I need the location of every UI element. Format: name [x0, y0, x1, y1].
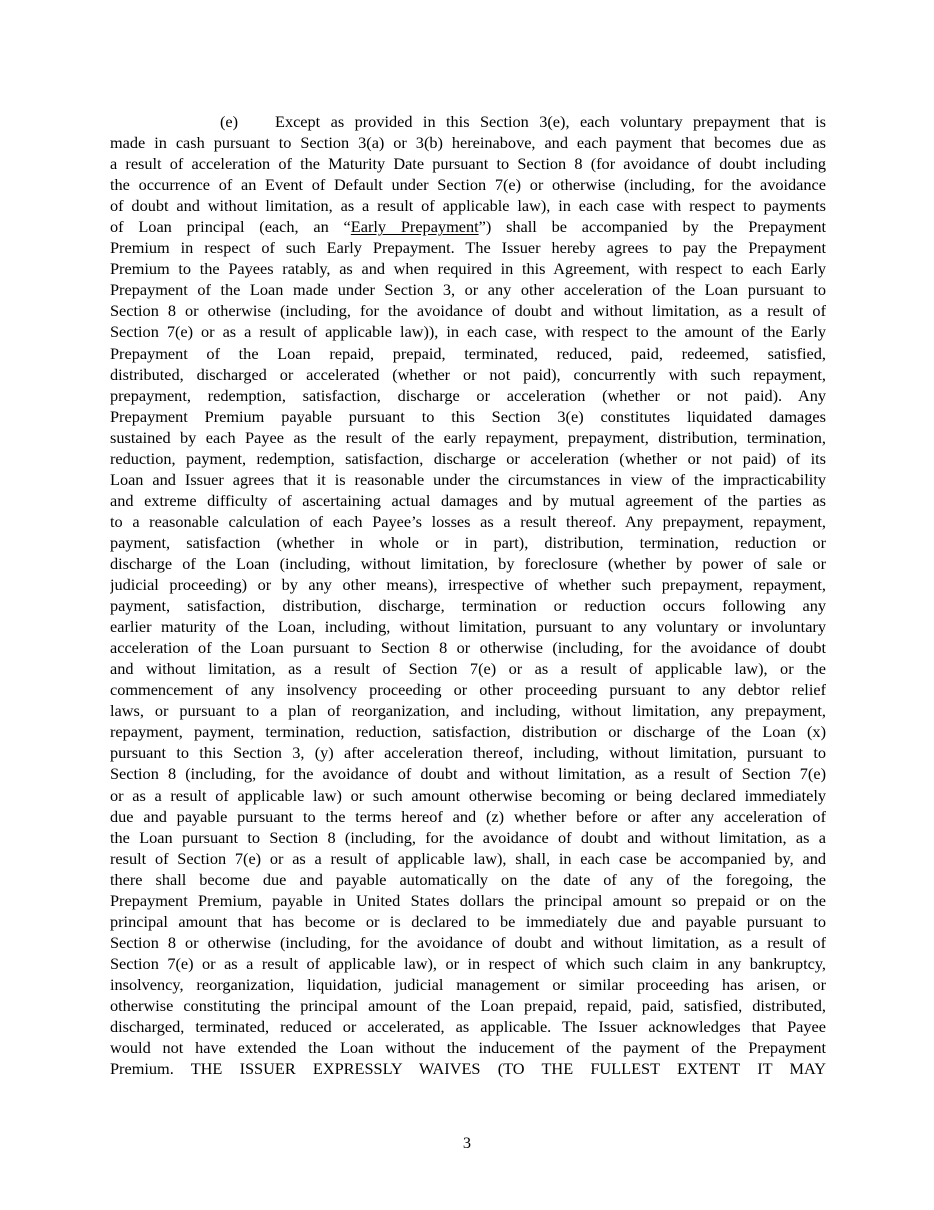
paragraph-line: Section 8 or otherwise (including, for the avoidance of doubt and without limitation, as a result of: [110, 932, 826, 952]
paragraph-line: commencement of any insolvency proceeding or other proceeding pursuant to any debtor relief: [110, 680, 826, 700]
paragraph-line: made in cash pursuant to Section 3(a) or 3(b) hereinabove, and each payment that becomes due as: [110, 133, 826, 153]
paragraph-line: acceleration of the Loan pursuant to Section 8 or otherwise (including, for the avoidance of doubt: [110, 638, 826, 658]
paragraph-line: there shall become due and payable automatically on the date of any of the foregoing, the: [110, 869, 826, 889]
paragraph-line: to a reasonable calculation of each Payee’s losses as a result thereof. Any prepayment, repayment,: [110, 511, 826, 531]
paragraph-line: or as a result of applicable law) or such amount otherwise becoming or being declared immediately: [110, 785, 826, 805]
paragraph-line: due and payable pursuant to the terms hereof and (z) whether before or after any acceleration of: [110, 806, 826, 826]
paragraph-line: reduction, payment, redemption, satisfaction, discharge or acceleration (whether or not paid) of its: [110, 448, 826, 468]
paragraph-line: judicial proceeding) or by any other means), irrespective of whether such prepayment, repayment,: [110, 575, 826, 595]
paragraph-line: a result of acceleration of the Maturity Date pursuant to Section 8 (for avoidance of doubt including: [110, 154, 826, 174]
paragraph-line: Section 7(e) or as a result of applicable law)), in each case, with respect to the amount of the Early: [110, 322, 826, 342]
paragraph-line: discharged, terminated, reduced or accelerated, as applicable. The Issuer acknowledges that Payee: [110, 1017, 826, 1037]
paragraph-line: Section 8 (including, for the avoidance of doubt and without limitation, as a result of Section 7(e): [110, 764, 826, 784]
paragraph-line: Prepayment Premium, payable in United States dollars the principal amount so prepaid or on the: [110, 890, 826, 910]
paragraph-line: and without limitation, as a result of Section 7(e) or as a result of applicable law), or the: [110, 659, 826, 679]
section-3e-paragraph: [110, 111, 826, 1079]
paragraph-line: Premium in respect of such Early Prepayment. The Issuer hereby agrees to pay the Prepayment: [110, 238, 826, 258]
section-label: (e): [220, 112, 239, 131]
paragraph-line: payment, satisfaction (whether in whole or in part), distribution, termination, reduction or: [110, 532, 826, 552]
page-number: 3: [462, 1133, 472, 1152]
paragraph-line: of doubt and without limitation, as a result of applicable law), in each case with respect to payments: [110, 196, 826, 216]
paragraph-line: Prepayment of the Loan repaid, prepaid, terminated, reduced, paid, redeemed, satisfied,: [110, 343, 826, 363]
paragraph-line: Premium. THE ISSUER EXPRESSLY WAIVES (TO THE FULLEST EXTENT IT MAY: [110, 1059, 826, 1079]
paragraph-line: laws, or pursuant to a plan of reorganization, and including, without limitation, any prepayment,: [110, 701, 826, 721]
paragraph-line: the Loan pursuant to Section 8 (including, for the avoidance of doubt and without limitation, as a: [110, 827, 826, 847]
paragraph-line: Loan and Issuer agrees that it is reasonable under the circumstances in view of the impracticability: [110, 469, 826, 489]
paragraph-line: pursuant to this Section 3, (y) after acceleration thereof, including, without limitation, pursuant to: [110, 743, 826, 763]
paragraph-line: sustained by each Payee as the result of the early repayment, prepayment, distribution, termination,: [110, 427, 826, 447]
paragraph-line: Prepayment Premium payable pursuant to this Section 3(e) constitutes liquidated damages: [110, 406, 826, 426]
paragraph-line: and extreme difficulty of ascertaining actual damages and by mutual agreement of the parties as: [110, 490, 826, 510]
defined-term: Early Prepayment: [350, 217, 479, 237]
paragraph-line: repayment, payment, termination, reduction, satisfaction, distribution or discharge of the Loan (x): [110, 722, 826, 742]
paragraph-line: Section 8 or otherwise (including, for the avoidance of doubt and without limitation, as a result of: [110, 301, 826, 321]
paragraph-line: result of Section 7(e) or as a result of applicable law), shall, in each case be accompanied by, and: [110, 848, 826, 868]
paragraph-line: Premium to the Payees ratably, as and when required in this Agreement, with respect to each Early: [110, 259, 826, 279]
paragraph-line: payment, satisfaction, distribution, discharge, termination or reduction occurs following any: [110, 596, 826, 616]
paragraph-line: otherwise constituting the principal amount of the Loan prepaid, repaid, paid, satisfied, distributed,: [110, 995, 826, 1015]
paragraph-line: earlier maturity of the Loan, including, without limitation, pursuant to any voluntary or involuntary: [110, 617, 826, 637]
paragraph-line: distributed, discharged or accelerated (whether or not paid), concurrently with such repayment,: [110, 364, 826, 384]
paragraph-line: principal amount that has become or is declared to be immediately due and payable pursuant to: [110, 911, 826, 931]
paragraph-line: discharge of the Loan (including, without limitation, by foreclosure (whether by power of sale or: [110, 553, 826, 573]
paragraph-line: (e) Except as provided in this Section 3(e), each voluntary prepayment that is: [220, 112, 826, 131]
paragraph-line: the occurrence of an Event of Default under Section 7(e) or otherwise (including, for the avoidance: [110, 175, 826, 195]
paragraph-line: of Loan principal (each, an “Early Prepayment”) shall be accompanied by the Prepayment: [110, 217, 826, 237]
paragraph-line: prepayment, redemption, satisfaction, discharge or acceleration (whether or not paid). Any: [110, 385, 826, 405]
paragraph-line: Prepayment of the Loan made under Section 3, or any other acceleration of the Loan pursuant to: [110, 280, 826, 300]
paragraph-line: insolvency, reorganization, liquidation, judicial management or similar proceeding has arisen, or: [110, 974, 826, 994]
paragraph-line: Section 7(e) or as a result of applicable law), or in respect of which such claim in any bankruptcy,: [110, 953, 826, 973]
paragraph-line: would not have extended the Loan without the inducement of the payment of the Prepayment: [110, 1038, 826, 1058]
